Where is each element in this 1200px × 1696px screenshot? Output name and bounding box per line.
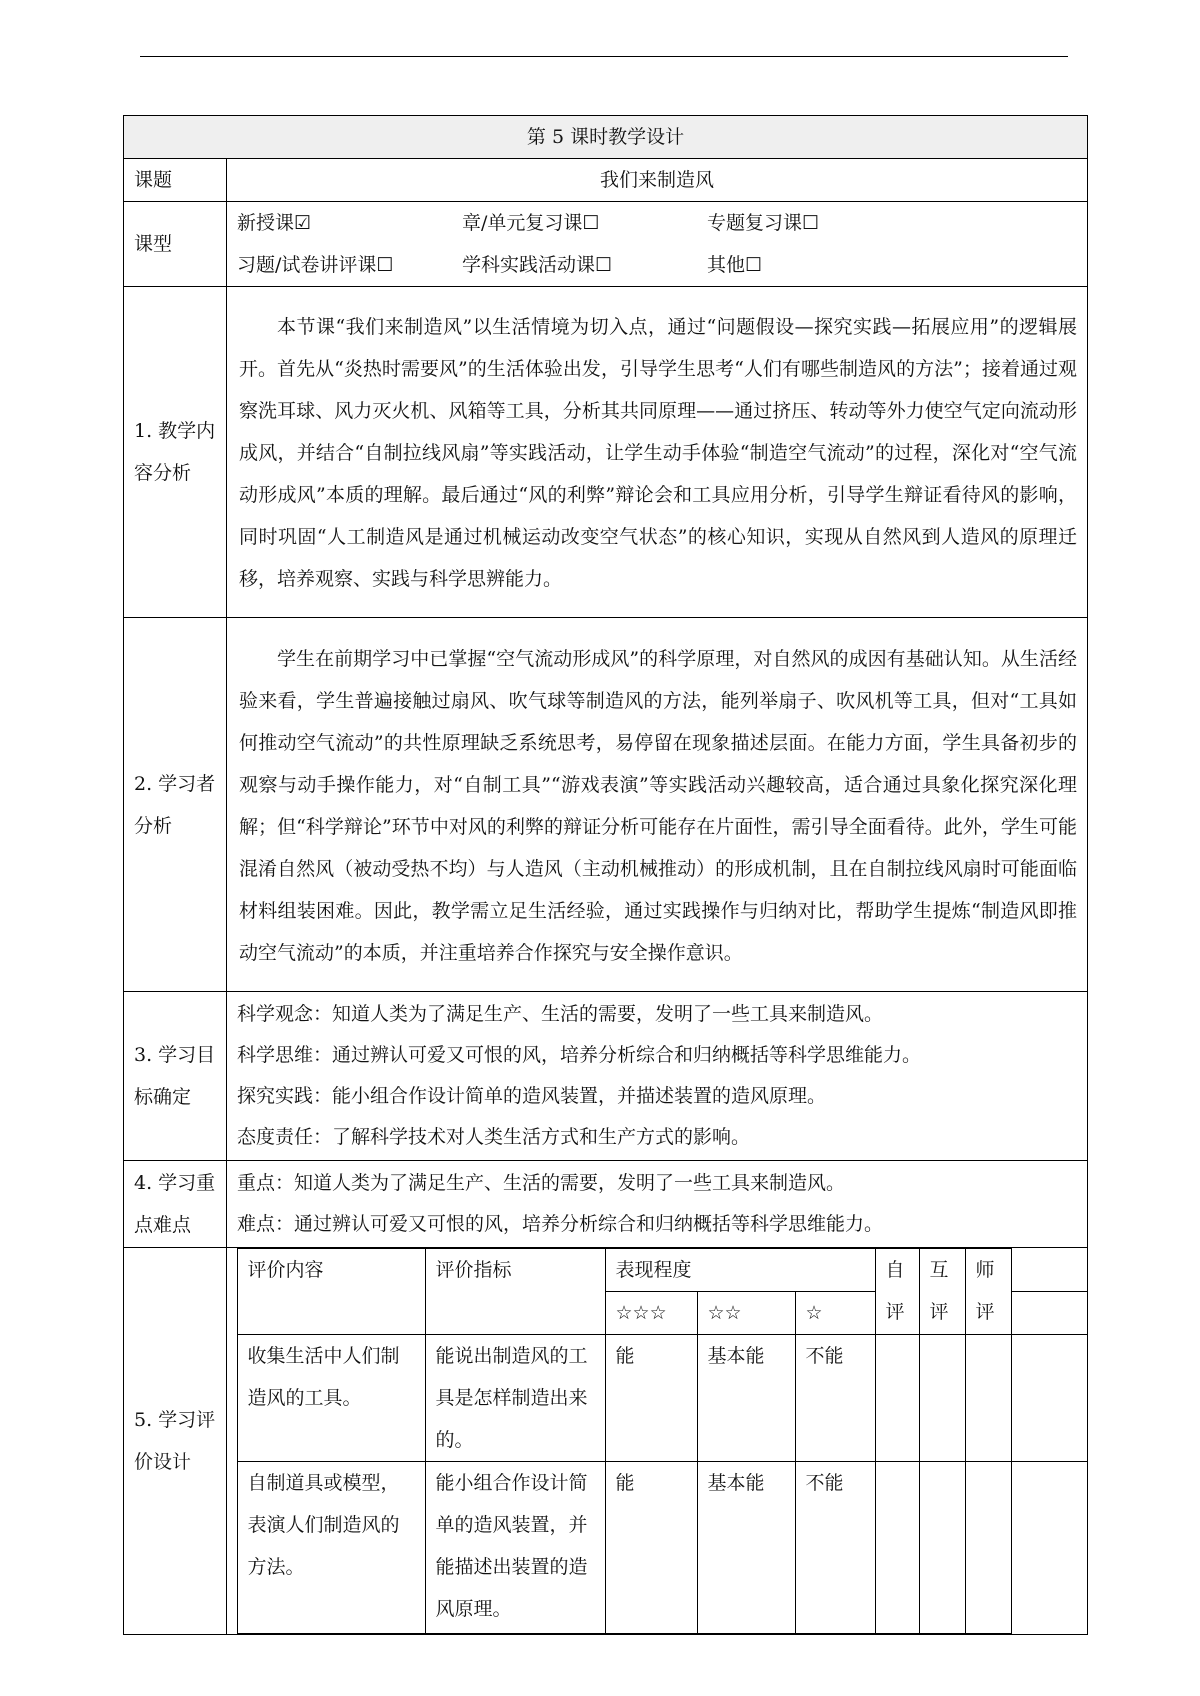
option-practice-activity: 学科实践活动课☐	[462, 254, 613, 276]
eval-header-performance: 表现程度	[605, 1249, 875, 1292]
key-points-label: 4. 学习重点难点	[124, 1161, 227, 1248]
eval-row-level-2: 基本能	[697, 1462, 795, 1634]
eval-header-row	[227, 1249, 1087, 1292]
objective-attitude: 态度责任：了解科学技术对人类生活方式和生产方式的影响。	[237, 1126, 751, 1148]
eval-row-content: 收集生活中人们制造风的工具。	[237, 1335, 425, 1462]
table-title: 第 5 课时教学设计	[124, 116, 1088, 159]
eval-header-peer: 互评	[919, 1249, 965, 1335]
eval-edge-cell	[1011, 1292, 1087, 1335]
lesson-type-label: 课型	[124, 202, 227, 287]
option-other: 其他☐	[707, 254, 763, 276]
lesson-type-options	[227, 202, 1088, 287]
evaluation-row	[124, 1248, 1088, 1635]
eval-header-teacher: 师评	[965, 1249, 1011, 1335]
objective-practice: 探究实践：能小组合作设计简单的造风装置，并描述装置的造风原理。	[237, 1085, 827, 1107]
difficult-point: 难点：通过辨认可爱又可恨的风，培养分析综合和归纳概括等科学思维能力。	[237, 1213, 884, 1235]
eval-row-peer	[919, 1335, 965, 1462]
content-analysis-row	[124, 287, 1088, 618]
option-exercise-review: 习题/试卷讲评课☐	[237, 254, 394, 276]
eval-row-self	[875, 1462, 919, 1634]
key-points-list	[227, 1161, 1088, 1248]
learner-analysis-text: 学生在前期学习中已掌握“空气流动形成风”的科学原理，对自然风的成因有基础认知。从生活经验来看，学生普遍接触过扇风、吹气球等制造风的方法，能列举扇子、吹风机等工具，但对“工具如何推动空气流动”的共性原理缺乏系统思考，易停留在现象描述层面。在能力方面，学生具备初步的观察与动手操作能力，对“自制工具”“游戏表演”等实践活动兴趣较高，适合通过具象化探究深化理解；但“科学辩论”环节中对风的利弊的辩证分析可能存在片面性，需引导全面看待。此外，学生可能混淆自然风（被动受热不均）与人造风（主动机械推动）的形成机制，且在自制拉线风扇时可能面临材料组装困难。因此，教学需立足生活经验，通过实践操作与归纳对比，帮助学生提炼“制造风即推动空气流动”的本质，并注重培养合作探究与安全操作意识。	[227, 618, 1088, 992]
option-new-lesson: 新授课☑	[237, 212, 312, 234]
objective-thinking: 科学思维：通过辨认可爱又可恨的风，培养分析综合和归纳概括等科学思维能力。	[237, 1044, 922, 1066]
header-rule	[140, 56, 1068, 57]
eval-row-content: 自制道具或模型，表演人们制造风的方法。	[237, 1462, 425, 1634]
key-point: 重点：知道人类为了满足生产、生活的需要，发明了一些工具来制造风。	[237, 1172, 846, 1194]
eval-level-three-stars: ☆☆☆	[605, 1292, 697, 1335]
eval-row-peer	[919, 1462, 965, 1634]
eval-row-self	[875, 1335, 919, 1462]
learner-analysis-row	[124, 618, 1088, 992]
eval-edge-cell	[1011, 1335, 1087, 1462]
lesson-type-row	[124, 202, 1088, 287]
eval-header-self: 自评	[875, 1249, 919, 1335]
eval-row-teacher	[965, 1335, 1011, 1462]
content-analysis-text: 本节课“我们来制造风”以生活情境为切入点，通过“问题假设—探究实践—拓展应用”的逻辑展开。首先从“炎热时需要风”的生活体验出发，引导学生思考“人们有哪些制造风的方法”；接着通过观察洗耳球、风力灭火机、风箱等工具，分析其共同原理——通过挤压、转动等外力使空气定向流动形成风，并结合“自制拉线风扇”等实践活动，让学生动手体验“制造空气流动”的过程，深化对“空气流动形成风”本质的理解。最后通过“风的利弊”辩论会和工具应用分析，引导学生辩证看待风的影响，同时巩固“人工制造风是通过机械运动改变空气状态”的核心知识，实现从自然风到人造风的原理迁移，培养观察、实践与科学思辨能力。	[227, 287, 1088, 618]
objective-concept: 科学观念：知道人类为了满足生产、生活的需要，发明了一些工具来制造风。	[237, 1003, 884, 1025]
evaluation-cell	[227, 1248, 1088, 1635]
eval-header-indicator: 评价指标	[425, 1249, 605, 1335]
evaluation-table	[227, 1248, 1087, 1634]
eval-row-indicator: 能小组合作设计简单的造风装置，并能描述出装置的造风原理。	[425, 1462, 605, 1634]
eval-level-two-stars: ☆☆	[697, 1292, 795, 1335]
eval-level-one-star: ☆	[795, 1292, 875, 1335]
eval-row-level-1: 不能	[795, 1462, 875, 1634]
evaluation-label: 5. 学习评价设计	[124, 1248, 227, 1635]
eval-row-teacher	[965, 1462, 1011, 1634]
option-unit-review: 章/单元复习课☐	[462, 212, 600, 234]
eval-row	[227, 1335, 1087, 1462]
objectives-label: 3. 学习目标确定	[124, 992, 227, 1161]
eval-gutter	[227, 1249, 237, 1634]
topic-label: 课题	[124, 159, 227, 202]
eval-row-level-3: 能	[605, 1335, 697, 1462]
key-points-row	[124, 1161, 1088, 1248]
objectives-list	[227, 992, 1088, 1161]
option-topic-review: 专题复习课☐	[707, 212, 820, 234]
objectives-row	[124, 992, 1088, 1161]
eval-header-content: 评价内容	[237, 1249, 425, 1335]
topic-value: 我们来制造风	[227, 159, 1088, 202]
title-row	[124, 116, 1088, 159]
content-analysis-label: 1. 教学内容分析	[124, 287, 227, 618]
eval-row-level-1: 不能	[795, 1335, 875, 1462]
eval-edge-cell	[1011, 1249, 1087, 1292]
eval-row-level-2: 基本能	[697, 1335, 795, 1462]
eval-row	[227, 1462, 1087, 1634]
topic-row	[124, 159, 1088, 202]
eval-edge-cell	[1011, 1462, 1087, 1634]
eval-row-indicator: 能说出制造风的工具是怎样制造出来的。	[425, 1335, 605, 1462]
eval-row-level-3: 能	[605, 1462, 697, 1634]
learner-analysis-label: 2. 学习者分析	[124, 618, 227, 992]
lesson-plan-table	[123, 115, 1088, 1635]
